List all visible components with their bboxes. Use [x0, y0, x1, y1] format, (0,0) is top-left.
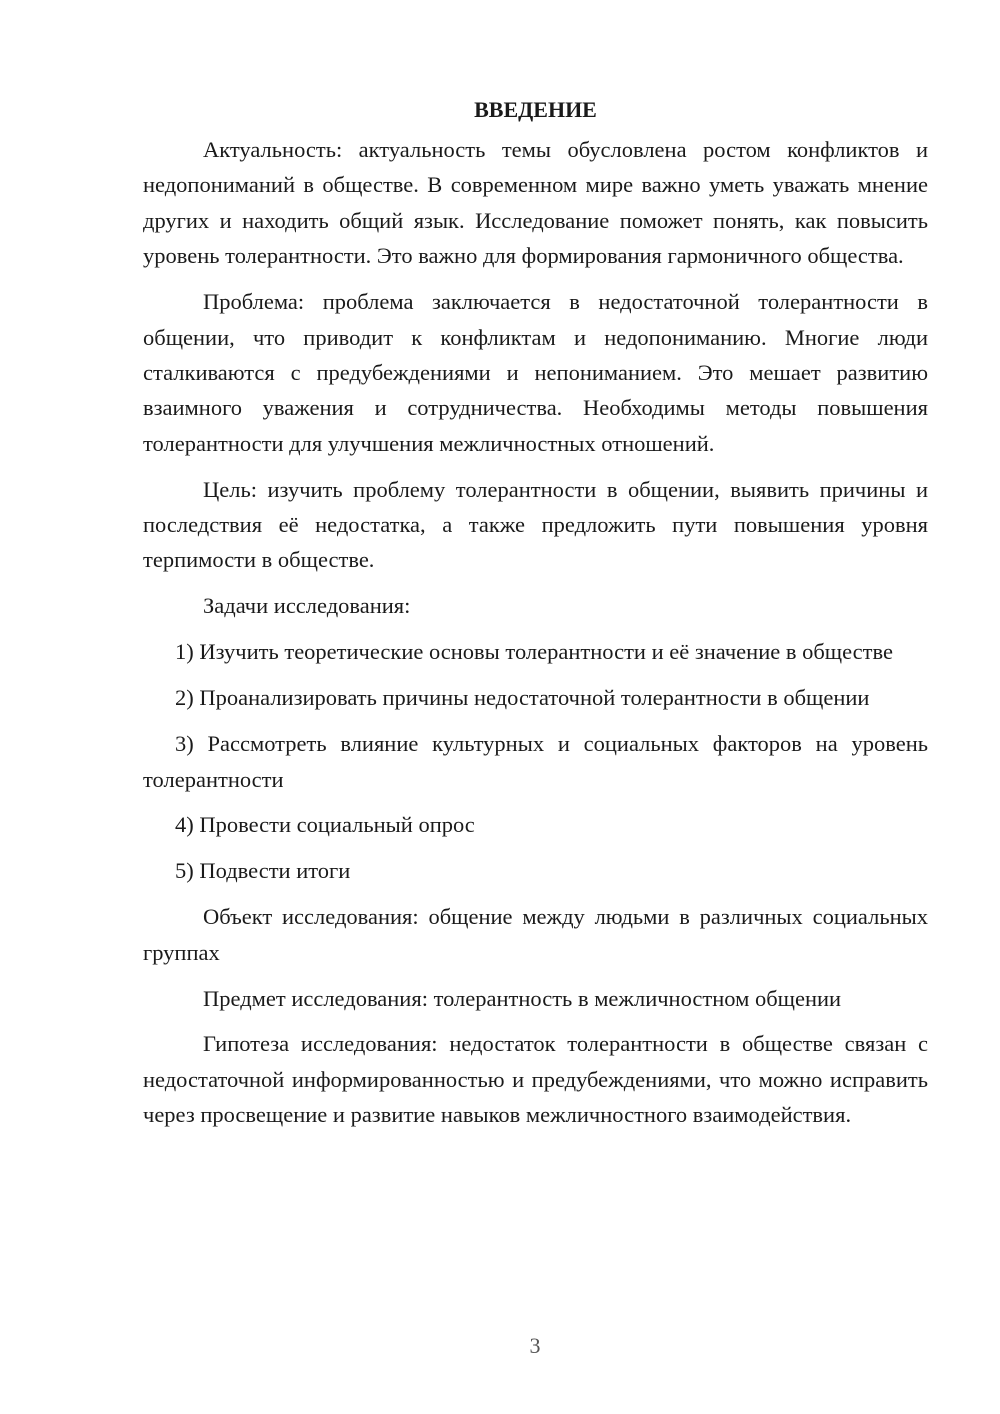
- tasks-list: [143, 634, 928, 888]
- list-item: 3) Рассмотреть влияние культурных и социальных факторов на уровень толерантности: [143, 731, 928, 792]
- paragraph-relevance: Актуальность: актуальность темы обусловлена ростом конфликтов и недопониманий в обществе. В современном мире важно уметь уважать мнение других и находить общий язык. Исследование поможет понять, как повысить уровень толерантности. Это важно для формирования гармоничного общества.: [143, 137, 928, 269]
- document-page: [143, 92, 928, 1143]
- paragraph-subject: Предмет исследования: толерантность в межличностном общении: [203, 985, 842, 1011]
- page-number: 3: [529, 1333, 541, 1358]
- list-item: 1) Изучить теоретические основы толерантности и её значение в обществе: [175, 639, 893, 665]
- paragraph-problem: Проблема: проблема заключается в недостаточной толерантности в общении, что приводит к конфликтам и недопониманию. Многие люди сталкиваются с предубеждениями и непониманием. Это мешает развитию взаимного уважения и сотрудничества. Необходимы методы повышения толерантности для улучшения межличностных отношений.: [143, 289, 928, 456]
- paragraph-hypothesis: Гипотеза исследования: недостаток толерантности в обществе связан с недостаточной информированностью и предубеждениями, что можно исправить через просвещение и развитие навыков межличностного взаимодействия.: [143, 1031, 928, 1128]
- tasks-heading: Задачи исследования:: [203, 593, 411, 619]
- list-item: 5) Подвести итоги: [175, 858, 351, 884]
- page-title: ВВЕДЕНИЕ: [474, 97, 597, 122]
- paragraph-object: Объект исследования: общение между людьми в различных социальных группах: [143, 904, 928, 965]
- list-item: 2) Проанализировать причины недостаточной толерантности в общении: [175, 685, 870, 711]
- paragraph-goal: Цель: изучить проблему толерантности в общении, выявить причины и последствия её недостатка, а также предложить пути повышения уровня терпимости в обществе.: [143, 476, 928, 573]
- list-item: 4) Провести социальный опрос: [175, 812, 475, 838]
